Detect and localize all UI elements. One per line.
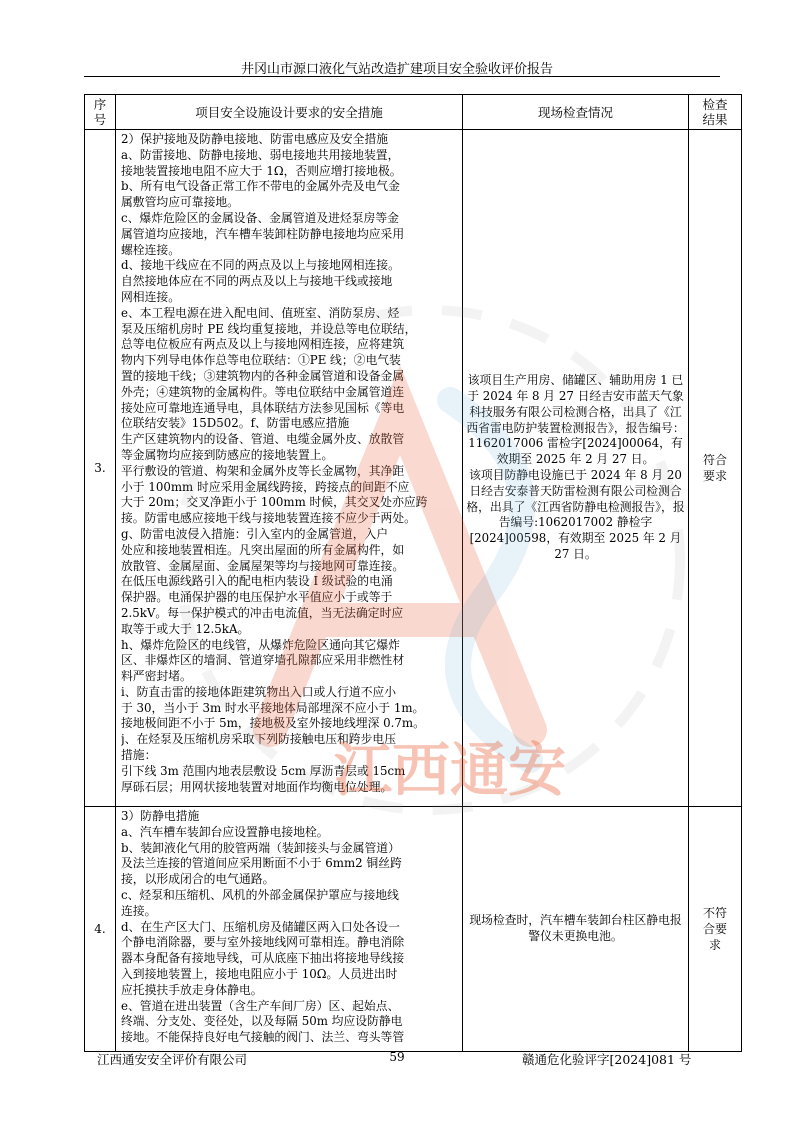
requirement-line: c、爆炸危险区的金属设备、金属管道及进烃泵房等金 xyxy=(121,210,399,225)
requirement-line: 置的接地干线；③建筑物内的各种金属管道和设备金属 xyxy=(121,368,405,383)
check-cell xyxy=(463,807,689,1052)
requirement-line: 终端、分支处、变径处，以及每隔 50m 均应设防静电 xyxy=(121,1014,403,1029)
requirement-line: 螺栓连接。 xyxy=(121,242,180,257)
check-paragraph: 该项目防静电设施已于 2024 年 8 月 20 日经吉安泰普天防雷检测有限公司检测合格，出具了《江西省防静电检测报告》，报告编号:1062017002 静检字[2024]00598，有效期至 2025 年 2 月 27 日。 xyxy=(466,468,685,561)
footer-report-code: 赣通危化验评字[2024]081 号 xyxy=(522,1052,692,1067)
requirement-line: a、防雷接地、防静电接地、弱电接地共用接地装置， xyxy=(121,147,400,162)
requirement-line: 接。防雷电感应接地干线与接地装置连接不应少于两处。 xyxy=(121,511,416,526)
table-row xyxy=(85,130,742,807)
requirement-line: 3）防静电措施 xyxy=(121,809,200,823)
requirement-line: 措施： xyxy=(121,748,157,763)
requirement-line: 及法兰连接的管道间应采用断面不小于 6mm2 铜丝跨 xyxy=(121,856,402,871)
row-number: 3. xyxy=(85,130,116,807)
header-result xyxy=(689,95,742,130)
header-no-line: 序 xyxy=(93,97,107,112)
requirement-line: g、防雷电波侵入措施：引入室内的金属管道，入户 xyxy=(121,526,389,541)
requirement-line: 网相连接。 xyxy=(121,289,180,304)
requirement-line: 小于 100mm 时应采用金属线跨接，跨接点的间距不应 xyxy=(121,479,410,494)
header-requirement: 项目安全设施设计要求的安全措施 xyxy=(116,95,463,130)
requirement-line: a、汽车槽车装卸台应设置静电接地栓。 xyxy=(121,824,329,839)
requirement-line: 厚砾石层；用网状接地装置对地面作均衡电位处理。 xyxy=(121,779,393,794)
header-check: 现场检查情况 xyxy=(463,95,689,130)
result-line: 求 xyxy=(708,938,721,952)
row-number: 4. xyxy=(85,807,116,1052)
requirement-line: 泵及压缩机房时 PE 线均重复接地，并设总等电位联结， xyxy=(121,321,417,336)
check-cell xyxy=(463,130,689,807)
requirement-line: e、管道在进出装置（含生产车间厂房）区、起始点、 xyxy=(121,998,400,1013)
requirement-line: 接地装置接地电阻不应大于 1Ω，否则应增打接地极。 xyxy=(121,163,402,178)
requirement-line: 引下线 3m 范围内地表层敷设 5cm 厚沥青层或 15cm xyxy=(121,763,406,778)
requirement-cell xyxy=(116,130,463,807)
requirement-line: d、接地干线应在不同的两点及以上与接地网相连接。 xyxy=(121,258,400,273)
requirement-line: 应托摸扶手放走身体静电。 xyxy=(121,982,263,997)
safety-measures-table xyxy=(84,94,742,1052)
requirement-line: 物内下列导电体作总等电位联结：①PE 线；②电气装 xyxy=(121,353,401,368)
requirement-line: 接处应可靠地连通导电，具体联结方法参见国标《等电 xyxy=(121,400,405,415)
requirement-line: 2）保护接地及防静电接地、防雷电感应及安全措施 xyxy=(121,132,389,146)
requirement-line: 等金属物均应接到防感应的接地装置上。 xyxy=(121,447,334,462)
requirement-line: e、本工程电源在进入配电间、值班室、消防泵房、烃 xyxy=(121,305,400,320)
requirement-cell xyxy=(116,807,463,1052)
requirement-line: j、在烃泵及压缩机房采取下列防接触电压和跨步电压 xyxy=(121,732,396,747)
requirement-line: 于 30，当小于 3m 时水平接地体局部埋深不应小于 1m。 xyxy=(121,700,425,715)
requirement-line: 生产区建筑物内的设备、管道、电缆金属外皮、放散管 xyxy=(121,432,405,447)
requirement-line: 入到接地装置上，接地电阻应小于 10Ω。人员进出时 xyxy=(121,966,398,981)
requirement-line: b、所有电气设备正常工作不带电的金属外壳及电气金 xyxy=(121,179,400,194)
table-header-row xyxy=(85,95,742,130)
result-cell xyxy=(689,130,742,807)
page-header-title: 井冈山市源口液化气站改造扩建项目安全验收评价报告 xyxy=(240,62,553,77)
requirement-line: 大于 20m；交叉净距小于 100mm 时候，其交叉处亦应跨 xyxy=(121,495,428,510)
requirement-line: c、烃泵和压缩机、风机的外部金属保护罩应与接地线 xyxy=(121,887,399,902)
requirement-line: 放散管、金属屋面、金属屋架等均与接地网可靠连接。 xyxy=(121,558,405,573)
footer-page-number: 59 xyxy=(389,1050,405,1064)
requirement-line: 连接。 xyxy=(121,903,157,918)
requirement-line: 接，以形成闭合的电气通路。 xyxy=(121,872,275,887)
result-line: 符合 xyxy=(702,453,727,467)
requirement-line: 区、非爆炸区的墙洞、管道穿墙孔隙都应采用非燃性材 xyxy=(121,653,405,668)
requirement-line: 属敷管均应可靠接地。 xyxy=(121,195,239,210)
header-no-line: 号 xyxy=(93,112,107,127)
header-no xyxy=(85,95,116,130)
result-line: 要求 xyxy=(702,469,727,483)
requirement-line: 个静电消除器，要与室外接地线网可靠相连。静电消除 xyxy=(121,935,405,950)
header-rule xyxy=(84,76,720,77)
requirement-line: 自然接地体应在不同的两点及以上与接地干线或接地 xyxy=(121,274,393,289)
requirement-line: 取等于或大于 12.5kA。 xyxy=(121,621,250,636)
requirement-line: b、装卸液化气用的胶管两端（装卸接头与金属管道） xyxy=(121,840,400,855)
requirement-line: 接地。不能保持良好电气接触的阀门、法兰、弯头等管 xyxy=(121,1030,405,1045)
requirement-line: 平行敷设的管道、构架和金属外皮等长金属物，其净距 xyxy=(121,463,405,478)
requirement-line: 外壳；④建筑物的金属构件。等电位联结中金属管道连 xyxy=(121,384,405,399)
requirement-line: d、在生产区大门、压缩机房及储罐区两入口处各设一 xyxy=(121,919,400,934)
requirement-line: 保护器。电涌保护器的电压保护水平值应小于或等于 xyxy=(121,590,393,605)
check-paragraph: 该项目生产用房、储罐区、辅助用房 1 已于 2024 年 8 月 27 日经吉安市蓝天气象科技服务有限公司检测合格，出具了《江西省雷电防护装置检测报告》，报告编号：1162017006 雷检字[2024]00064，有效期至 2025 年 2 月 27 日。 xyxy=(466,373,685,467)
requirement-line: 处应和接地装置相连。凡突出屋面的所有金属构件，如 xyxy=(121,542,405,557)
header-result-line: 检查 xyxy=(702,97,728,112)
requirement-line: i、防直击雷的接地体距建筑物出入口或人行道不应小 xyxy=(121,684,397,699)
requirement-line: 料严密封堵。 xyxy=(121,669,192,684)
requirement-line: 总等电位板应有两点及以上与接地网相连接，应将建筑 xyxy=(121,337,405,352)
result-line: 合要 xyxy=(702,922,727,936)
result-cell xyxy=(689,807,742,1052)
check-paragraph: 现场检查时，汽车槽车装卸台柱区静电报警仪未更换电池。 xyxy=(469,913,682,943)
requirement-line: 属管道均应接地，汽车槽车装卸柱防静电接地均应采用 xyxy=(121,226,405,241)
watermark-text: 江西通安 xyxy=(333,738,567,803)
requirement-line: 器本身配备有接地导线，可从底座下抽出将接地导线接 xyxy=(121,951,405,966)
requirement-line: 2.5kV。每一保护模式的冲击电流值，当无法确定时应 xyxy=(121,605,404,620)
table-row xyxy=(85,807,742,1052)
result-line: 不符 xyxy=(702,906,727,920)
header-result-line: 结果 xyxy=(702,112,728,127)
requirement-line: 接地极间距不小于 5m，接地极及室外接地线埋深 0.7m。 xyxy=(121,716,425,731)
footer-company: 江西通安安全评价有限公司 xyxy=(97,1052,248,1067)
requirement-line: h、爆炸危险区的电线管，从爆炸危险区通向其它爆炸 xyxy=(121,637,400,652)
requirement-line: 位联结安装》15D502。f、防雷电感应措施 xyxy=(121,416,350,431)
requirement-line: 在低压电源线路引入的配电柜内装设 I 级试验的电涌 xyxy=(121,574,393,589)
